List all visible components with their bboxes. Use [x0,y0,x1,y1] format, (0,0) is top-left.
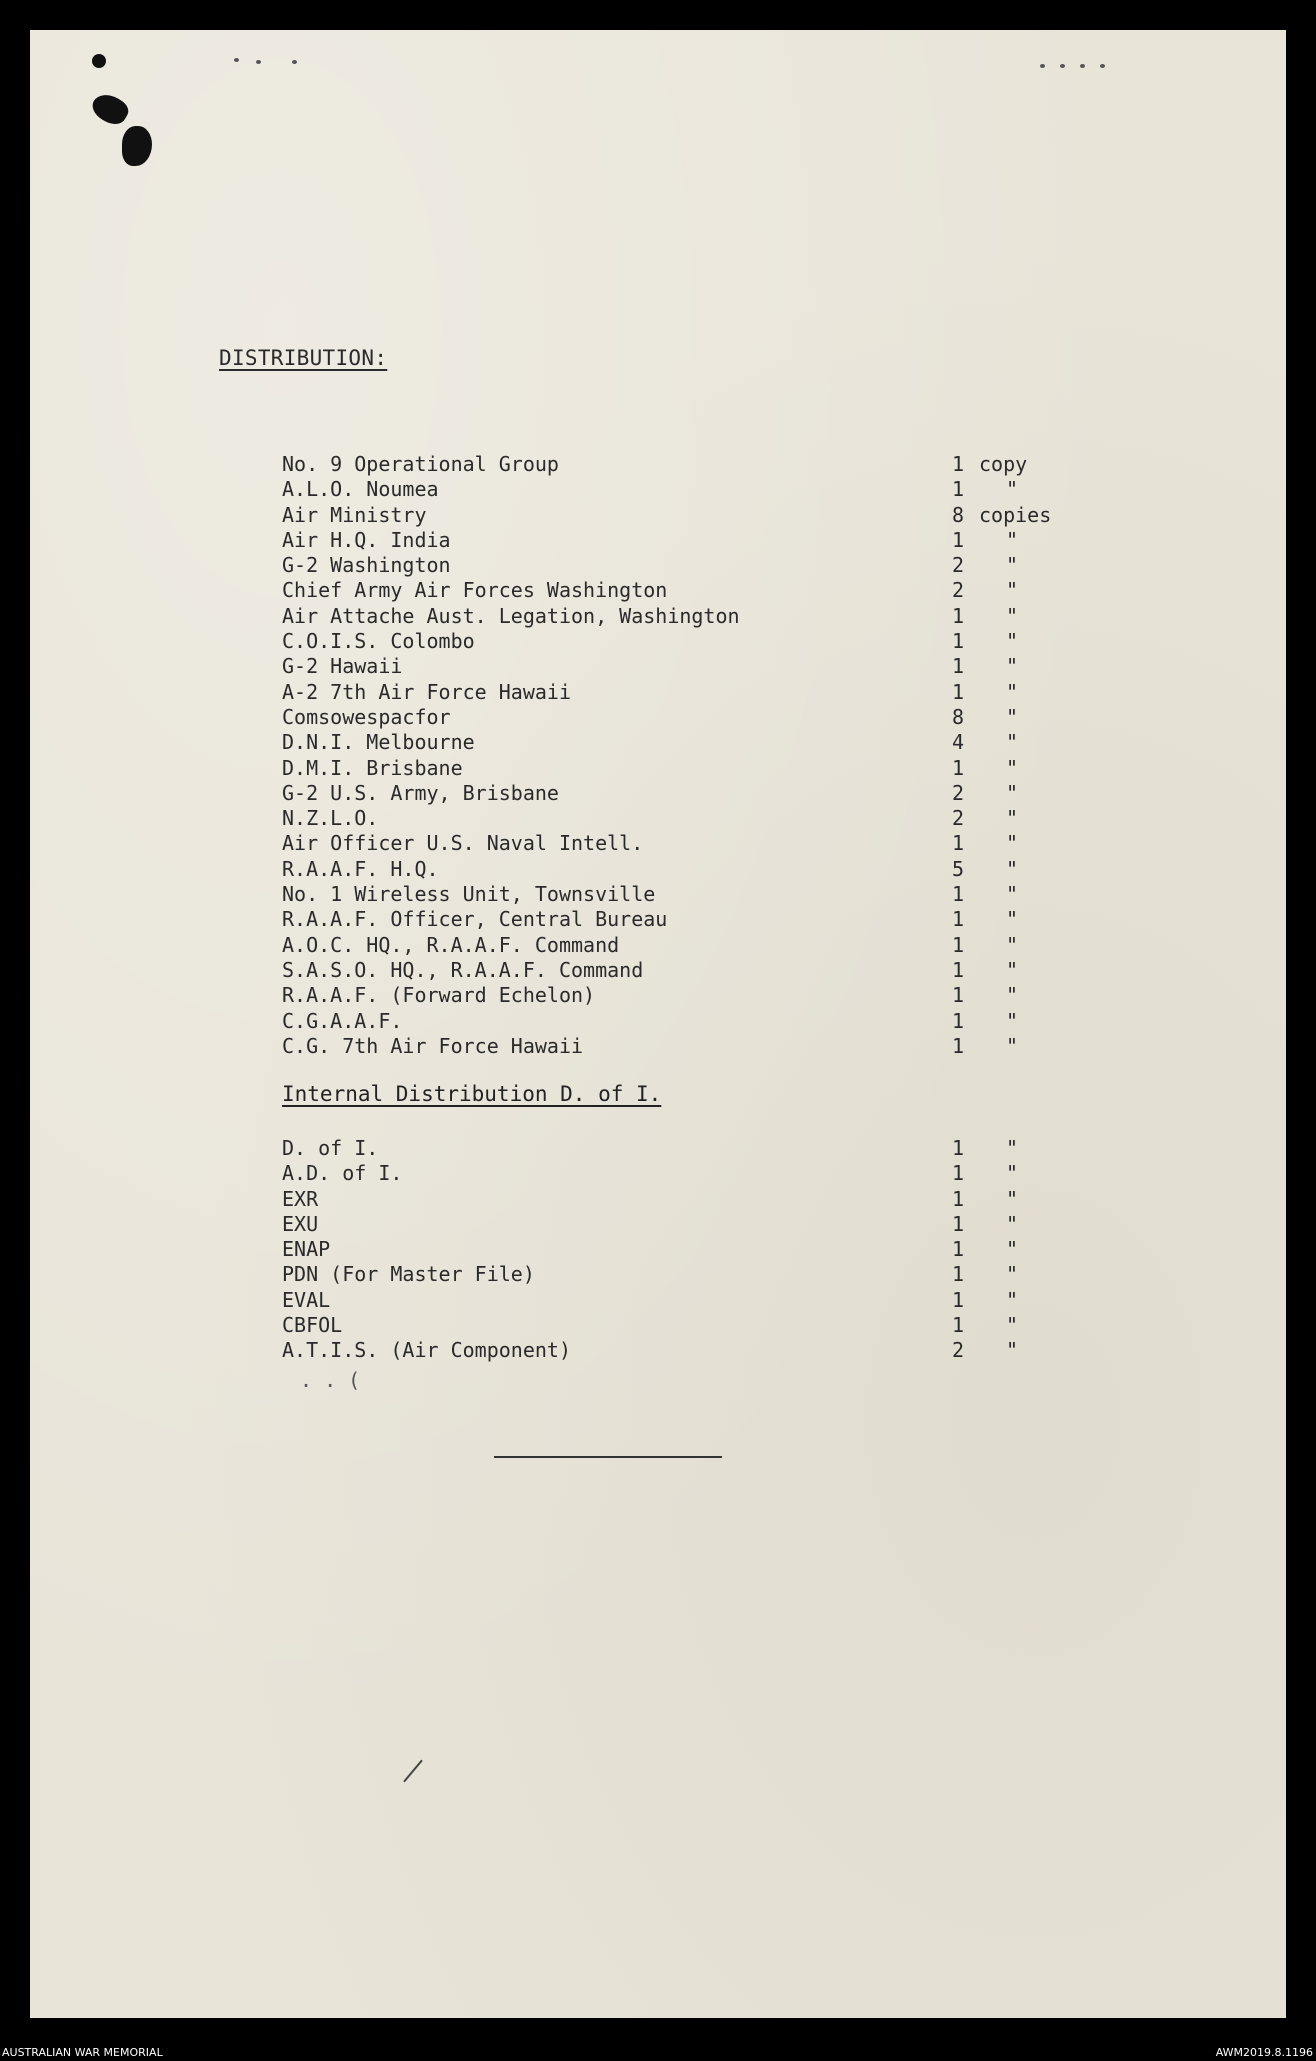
copy-count: 1 [952,603,965,628]
copy-unit: " [1006,1136,1019,1160]
distribution-row [282,553,1112,578]
recipient-name: Comsowespacfor [282,704,451,729]
copy-unit: " [1006,1161,1019,1186]
distribution-row [282,1187,1112,1212]
copy-count: 1 [952,1008,965,1033]
copy-unit: " [1006,1237,1019,1262]
copy-unit: " [1006,730,1019,755]
punch-hole [122,126,152,166]
distribution-row [282,1212,1112,1237]
copy-unit: " [1006,882,1019,907]
copy-unit: " [1006,629,1019,654]
copy-count: 2 [952,578,965,603]
copy-count: 1 [952,1211,965,1236]
recipient-name: G-2 Hawaii [282,654,403,679]
copy-unit: " [1006,957,1019,982]
pin-mark [256,60,261,64]
copy-count: 1 [952,882,965,907]
distribution-row [282,907,1112,932]
footer-accession-number: AWM2019.8.1196 [1215,2046,1313,2059]
copy-unit: " [1006,578,1019,603]
recipient-name: Air Ministry [282,502,427,527]
recipient-name: S.A.S.O. HQ., R.A.A.F. Command [282,957,644,982]
pin-mark [1060,64,1065,68]
pin-mark [1040,64,1045,68]
copy-count: 1 [952,527,965,552]
copy-count: 2 [952,553,965,578]
recipient-name: EXR [282,1186,319,1211]
distribution-row [282,452,1112,477]
recipient-name: C.O.I.S. Colombo [282,629,475,654]
distribution-row [282,1161,1112,1186]
copy-unit: " [1006,704,1019,729]
copy-count: 1 [952,1186,965,1211]
distribution-row [282,578,1112,603]
copy-count: 2 [952,806,965,831]
copy-count: 1 [952,1313,965,1338]
internal-distribution-heading: Internal Distribution D. of I. [282,1082,662,1106]
copy-count: 1 [952,1287,965,1312]
distribution-row [282,781,1112,806]
copy-count: 1 [952,629,965,654]
copy-unit: " [1006,1211,1019,1236]
copy-unit: " [1006,654,1019,679]
copy-count: 1 [952,1136,965,1160]
copy-unit: copies [979,502,1052,527]
recipient-name: A.O.C. HQ., R.A.A.F. Command [282,932,620,957]
copy-unit: " [1006,907,1019,932]
recipient-name: No. 9 Operational Group [282,452,559,476]
copy-unit: " [1006,780,1019,805]
punch-hole [88,89,132,130]
copy-count: 8 [952,704,965,729]
copy-count: 1 [952,654,965,679]
copy-count: 1 [952,907,965,932]
distribution-row [282,1009,1112,1034]
copy-count: 8 [952,502,965,527]
copy-count: 1 [952,477,965,502]
recipient-name: C.G.A.A.F. [282,1008,403,1033]
recipient-name: A.T.I.S. (Air Component) [282,1338,571,1363]
internal-distribution-list [282,1136,1112,1364]
distribution-row [282,1338,1112,1363]
recipient-name: D. of I. [282,1136,379,1160]
recipient-name: Air H.Q. India [282,527,451,552]
end-rule [494,1456,722,1458]
pin-mark [234,58,239,62]
copy-unit: " [1006,806,1019,831]
copy-unit: " [1006,1186,1019,1211]
distribution-row [282,756,1112,781]
copy-count: 1 [952,679,965,704]
distribution-row [282,882,1112,907]
pin-mark [1080,64,1085,68]
copy-count: 1 [952,957,965,982]
copy-count: 1 [952,452,965,476]
distribution-row [282,933,1112,958]
copy-count: 5 [952,856,965,881]
copy-count: 2 [952,1338,965,1363]
recipient-name: A-2 7th Air Force Hawaii [282,679,571,704]
recipient-name: D.M.I. Brisbane [282,755,463,780]
copy-count: 1 [952,1161,965,1186]
recipient-name: R.A.A.F. Officer, Central Bureau [282,907,668,932]
distribution-row [282,1313,1112,1338]
copy-unit: " [1006,679,1019,704]
distribution-row [282,831,1112,856]
copy-count: 4 [952,730,965,755]
recipient-name: No. 1 Wireless Unit, Townsville [282,882,656,907]
distribution-row [282,528,1112,553]
distribution-row [282,806,1112,831]
copy-count: 1 [952,983,965,1008]
copy-count: 1 [952,831,965,856]
copy-count: 1 [952,932,965,957]
footer-institution: AUSTRALIAN WAR MEMORIAL [2,2046,163,2059]
recipient-name: CBFOL [282,1313,343,1338]
recipient-name: Air Attache Aust. Legation, Washington [282,603,740,628]
pin-mark [292,60,297,64]
distribution-row [282,983,1112,1008]
distribution-row [282,1262,1112,1287]
copy-count: 1 [952,1033,965,1058]
trailing-marks: . . ( [300,1368,361,1392]
pin-mark [1100,64,1105,68]
copy-unit: " [1006,755,1019,780]
distribution-row [282,730,1112,755]
copy-unit: " [1006,477,1019,502]
copy-count: 2 [952,780,965,805]
recipient-name: Air Officer U.S. Naval Intell. [282,831,644,856]
copy-count: 1 [952,1262,965,1287]
copy-unit: " [1006,527,1019,552]
distribution-row [282,1237,1112,1262]
distribution-row [282,705,1112,730]
recipient-name: R.A.A.F. H.Q. [282,856,439,881]
distribution-heading: DISTRIBUTION: [219,346,388,370]
distribution-row [282,1136,1112,1161]
distribution-list [282,452,1112,1059]
distribution-row [282,477,1112,502]
recipient-name: ENAP [282,1237,331,1262]
recipient-name: C.G. 7th Air Force Hawaii [282,1033,584,1058]
distribution-row [282,654,1112,679]
distribution-row [282,1034,1112,1059]
recipient-name: G-2 Washington [282,553,451,578]
recipient-name: Chief Army Air Forces Washington [282,578,668,603]
copy-count: 1 [952,755,965,780]
copy-unit: " [1006,553,1019,578]
distribution-row [282,958,1112,983]
copy-unit: " [1006,1008,1019,1033]
recipient-name: EVAL [282,1287,331,1312]
recipient-name: A.L.O. Noumea [282,477,439,502]
copy-unit: " [1006,983,1019,1008]
copy-unit: " [1006,1262,1019,1287]
distribution-row [282,604,1112,629]
copy-unit: " [1006,831,1019,856]
copy-unit: " [1006,1313,1019,1338]
recipient-name: R.A.A.F. (Forward Echelon) [282,983,596,1008]
copy-unit: copy [979,452,1028,476]
punch-hole [92,54,106,68]
copy-unit: " [1006,1338,1019,1363]
copy-unit: " [1006,856,1019,881]
recipient-name: D.N.I. Melbourne [282,730,475,755]
distribution-row [282,680,1112,705]
recipient-name: G-2 U.S. Army, Brisbane [282,780,559,805]
copy-unit: " [1006,932,1019,957]
distribution-row [282,857,1112,882]
recipient-name: EXU [282,1211,319,1236]
distribution-row [282,629,1112,654]
recipient-name: A.D. of I. [282,1161,403,1186]
copy-unit: " [1006,1287,1019,1312]
recipient-name: N.Z.L.O. [282,806,379,831]
distribution-row [282,1288,1112,1313]
copy-count: 1 [952,1237,965,1262]
copy-unit: " [1006,603,1019,628]
recipient-name: PDN (For Master File) [282,1262,535,1287]
distribution-row [282,503,1112,528]
copy-unit: " [1006,1033,1019,1058]
